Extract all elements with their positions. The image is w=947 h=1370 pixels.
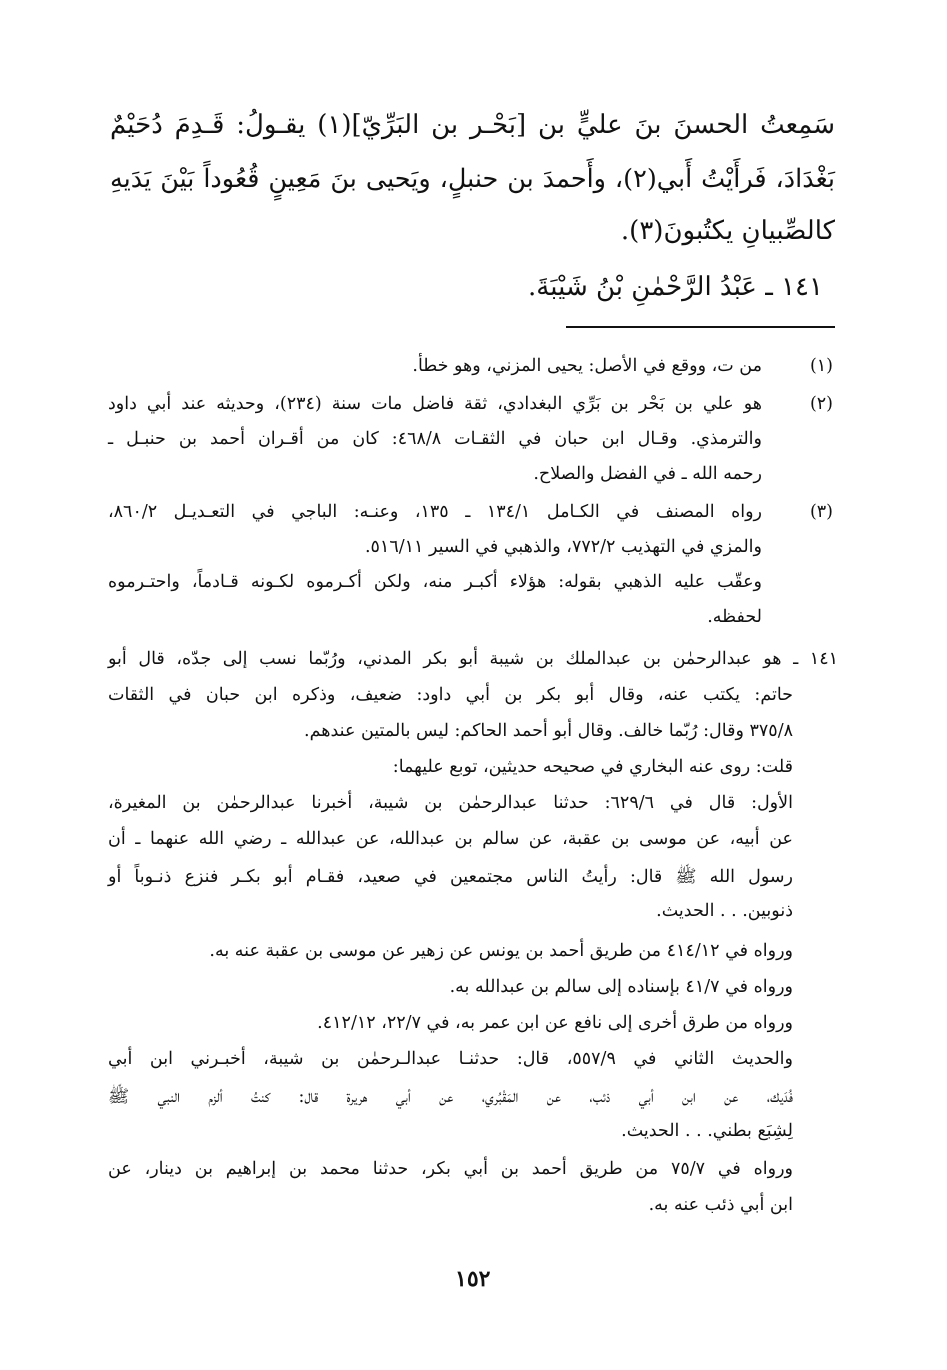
commentary-line: ذنوبين. . . الحديث. bbox=[656, 901, 793, 921]
commentary-line: عن أبيه، عن موسى بن عقبة، عن سالم بن عبدالله، عن عبدالله ـ رضي الله عنهما ـ أن bbox=[108, 829, 793, 849]
commentary-line: حاتم: يكتب عنه، وقال أبو بكر بن أبي داود: ضعيف، وذكره ابن حبان في الثقات bbox=[108, 685, 793, 705]
main-text-line: بَغْدَادَ، فَرأَيْتُ أَبي(٢)، وأَحمدَ بن حنبلٍ، ويَحيى بنَ مَعِينٍ قُعُوداً بَيْنَ يَدَيهِ bbox=[110, 164, 836, 194]
footnote-marker: (٣) bbox=[809, 502, 833, 522]
footnote-divider bbox=[566, 326, 835, 328]
commentary-line: ورواه في ٤١/٧ بإسناده إلى سالم بن عبدالله به. bbox=[449, 977, 793, 997]
commentary-line: ١٤١ ـ هو عبدالرحمٰن بن عبدالملك بن شيبة أبو بكر المدني، ورُبّما نسب إلى جدّه، قال أبو bbox=[108, 649, 838, 669]
commentary-line: لِشِبَع بطني. . . الحديث. bbox=[621, 1121, 793, 1141]
footnote-line: هو علي بن بَحْر بن بَرِّي البغدادي، ثقة فاضل مات سنة (٢٣٤)، وحديثه عند أبي داود bbox=[108, 394, 762, 414]
commentary-line: ورواه في ٤١٤/١٢ من طريق أحمد بن يونس عن زهير عن موسى بن عقبة عنه به. bbox=[209, 941, 793, 961]
commentary-line: ابن أبي ذئب عنه به. bbox=[648, 1195, 793, 1215]
footnote-line: رحمه الله ـ في الفضل والصلاح. bbox=[533, 464, 762, 484]
main-text-line: كالصِّبيانِ يكتُبونَ(٣). bbox=[620, 216, 835, 246]
footnote-line: والترمذي. وقـال ابن حبان في الثقـات ٤٦٨/٨: كان من أقـران أحمد بن حنبـل ـ bbox=[108, 429, 762, 449]
commentary-line: فُدَيك، عن ابن أبي ذئب، عن المَقْبُري، عن أبي هريرة قال: كنتُ ألزم النبي ﷺ bbox=[108, 1087, 793, 1107]
footnote-line: وعقّب عليه الذهبي بقوله: هؤلاء أكبـر منه، ولكن أكـرموه لكـونه قـادماً، واحتـرموه bbox=[108, 572, 762, 592]
footnote-line: من ت، ووقع في الأصل: يحيى المزني، وهو خطأ. bbox=[412, 356, 762, 376]
footnote-line: لحفظه. bbox=[707, 607, 762, 627]
commentary-line: ورواه من طرق أخرى إلى نافع عن ابن عمر به، في ٢٢/٧، ٤١٢/١٢. bbox=[317, 1013, 793, 1033]
footnote-line: والمزي في التهذيب ٧٧٢/٢، والذهبي في السير ٥١٦/١١. bbox=[364, 537, 762, 557]
commentary-line: قلت: روى عنه البخاري في صحيحه حديثين، توبع عليهما: bbox=[392, 757, 793, 777]
footnote-line: رواه المصنف في الكـامل ١٣٤/١ ـ ١٣٥، وعنـه: الباجي في التعـديـل ٨٦٠/٢، bbox=[108, 502, 763, 522]
footnote-marker: (١) bbox=[809, 356, 833, 376]
commentary-line: ورواه في ٧٥/٧ من طريق أحمد بن أبي بكر، حدثنا محمد بن إبراهيم بن دينار، عن bbox=[108, 1159, 793, 1179]
page-number: ١٥٢ bbox=[455, 1266, 491, 1292]
footnote-marker: (٢) bbox=[809, 394, 833, 414]
entry-heading: ١٤١ ـ عَبْدُ الرَّحْمٰنِ بْنُ شَيْبَةَ. bbox=[528, 272, 823, 302]
commentary-line: والحديث الثاني في ٥٥٧/٩، قال: حدثنـا عبدالـرحمٰن بن شيبة، أخبـرني ابن أبي bbox=[108, 1049, 793, 1069]
commentary-line: ٣٧٥/٨ وقال: رُبّما خالف. وقال أبو أحمد الحاكم: ليس بالمتين عندهم. bbox=[304, 721, 793, 741]
commentary-line: الأول: قال في ٦٢٩/٦: حدثنا عبدالرحمٰن بن شيبة، أخبرنا عبدالرحمٰن بن المغيرة، bbox=[108, 793, 793, 813]
commentary-line: رسول الله ﷺ قال: رأيتُ الناس مجتمعين في صعيد، فقـام أبو بكـر فنزع ذنـوباً أو bbox=[108, 867, 793, 887]
main-text-line: سَمِعتُ الحسنَ بنَ عليٍّ بن [بَحْـر بن البَرِّيّ](١) يقـولُ: قَـدِمَ دُحَيْمٌ bbox=[110, 110, 835, 140]
